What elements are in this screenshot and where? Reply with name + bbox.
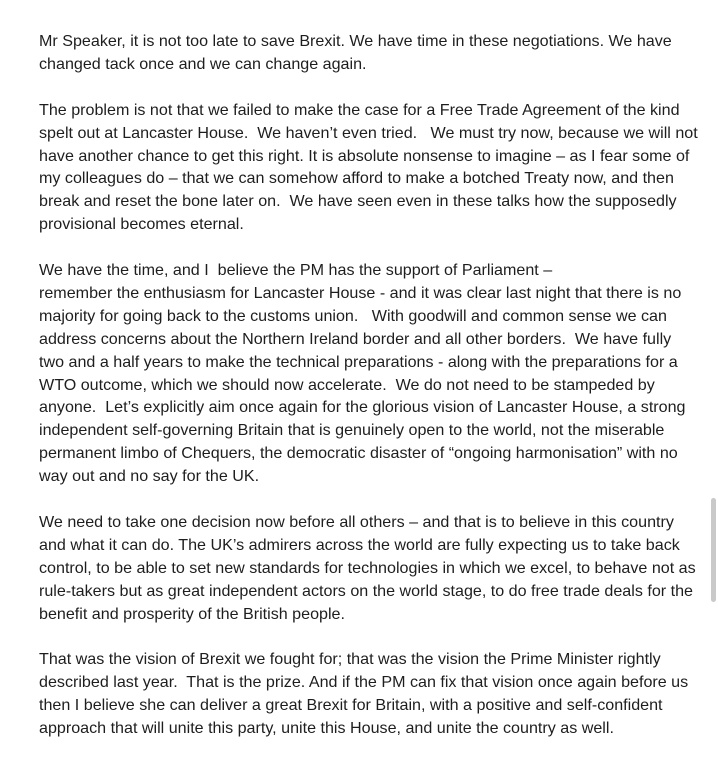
text-line: That was the vision of Brexit we fought for; that was the vision the Prime Minister rightly [39, 650, 661, 669]
text-line: way out and no say for the UK. [39, 467, 260, 486]
text-line: address concerns about the Northern Ireland border and all other borders. We have fully [39, 329, 672, 348]
text-line: The problem is not that we failed to make the case for a Free Trade Agreement of the kind [39, 100, 680, 119]
text-line: then I believe she can deliver a great Brexit for Britain, with a positive and self-confident [39, 696, 663, 715]
text-line: anyone. Let’s explicitly aim once again for the glorious vision of Lancaster House, a strong [39, 398, 686, 417]
text-line: independent self-governing Britain that is genuinely open to the world, not the miserable [39, 421, 665, 440]
paragraph-2 [39, 99, 704, 236]
text-line: and what it can do. The UK’s admirers across the world are fully expecting us to take back [39, 535, 680, 554]
text-line: majority for going back to the customs union. With goodwill and common sense we can [39, 306, 667, 325]
text-line: control, to be able to set new standards for technologies in which we excel, to behave not as [39, 558, 696, 577]
paragraph-3 [39, 259, 704, 488]
text-line: provisional becomes eternal. [39, 215, 244, 234]
text-line: have another chance to get this right. It is absolute nonsense to imagine – as I fear some of [39, 146, 690, 165]
text-line: benefit and prosperity of the British people. [39, 604, 345, 623]
speech-document [39, 30, 704, 763]
text-line: changed tack once and we can change again. [39, 54, 367, 73]
text-line: two and a half years to make the technical preparations - along with the preparations for a [39, 352, 678, 371]
text-line: permanent limbo of Chequers, the democratic disaster of “ongoing harmonisation” with no [39, 444, 678, 463]
text-line: We have the time, and I believe the PM has the support of Parliament – [39, 261, 553, 280]
text-line: Mr Speaker, it is not too late to save Brexit. We have time in these negotiations. We have [39, 32, 672, 50]
paragraph-4 [39, 511, 704, 626]
text-line: break and reset the bone later on. We have seen even in these talks how the supposedly [39, 192, 677, 211]
text-line: rule-takers but as great independent actors on the world stage, to do free trade deals for the [39, 581, 693, 600]
text-line: spelt out at Lancaster House. We haven’t even tried. We must try now, because we will not [39, 123, 698, 142]
text-line: my colleagues do – that we can somehow afford to make a botched Treaty now, and then [39, 169, 674, 188]
paragraph-1 [39, 30, 704, 76]
scrollbar-thumb[interactable] [711, 498, 716, 602]
text-line: WTO outcome, which we should now accelerate. We do not need to be stampeded by [39, 375, 655, 394]
paragraph-5 [39, 648, 704, 740]
text-line: We need to take one decision now before all others – and that is to believe in this country [39, 512, 674, 531]
text-line: remember the enthusiasm for Lancaster House - and it was clear last night that there is no [39, 283, 682, 302]
text-line: described last year. That is the prize. And if the PM can fix that vision once again before us [39, 673, 689, 692]
text-line: approach that will unite this party, unite this House, and unite the country as well. [39, 719, 614, 738]
